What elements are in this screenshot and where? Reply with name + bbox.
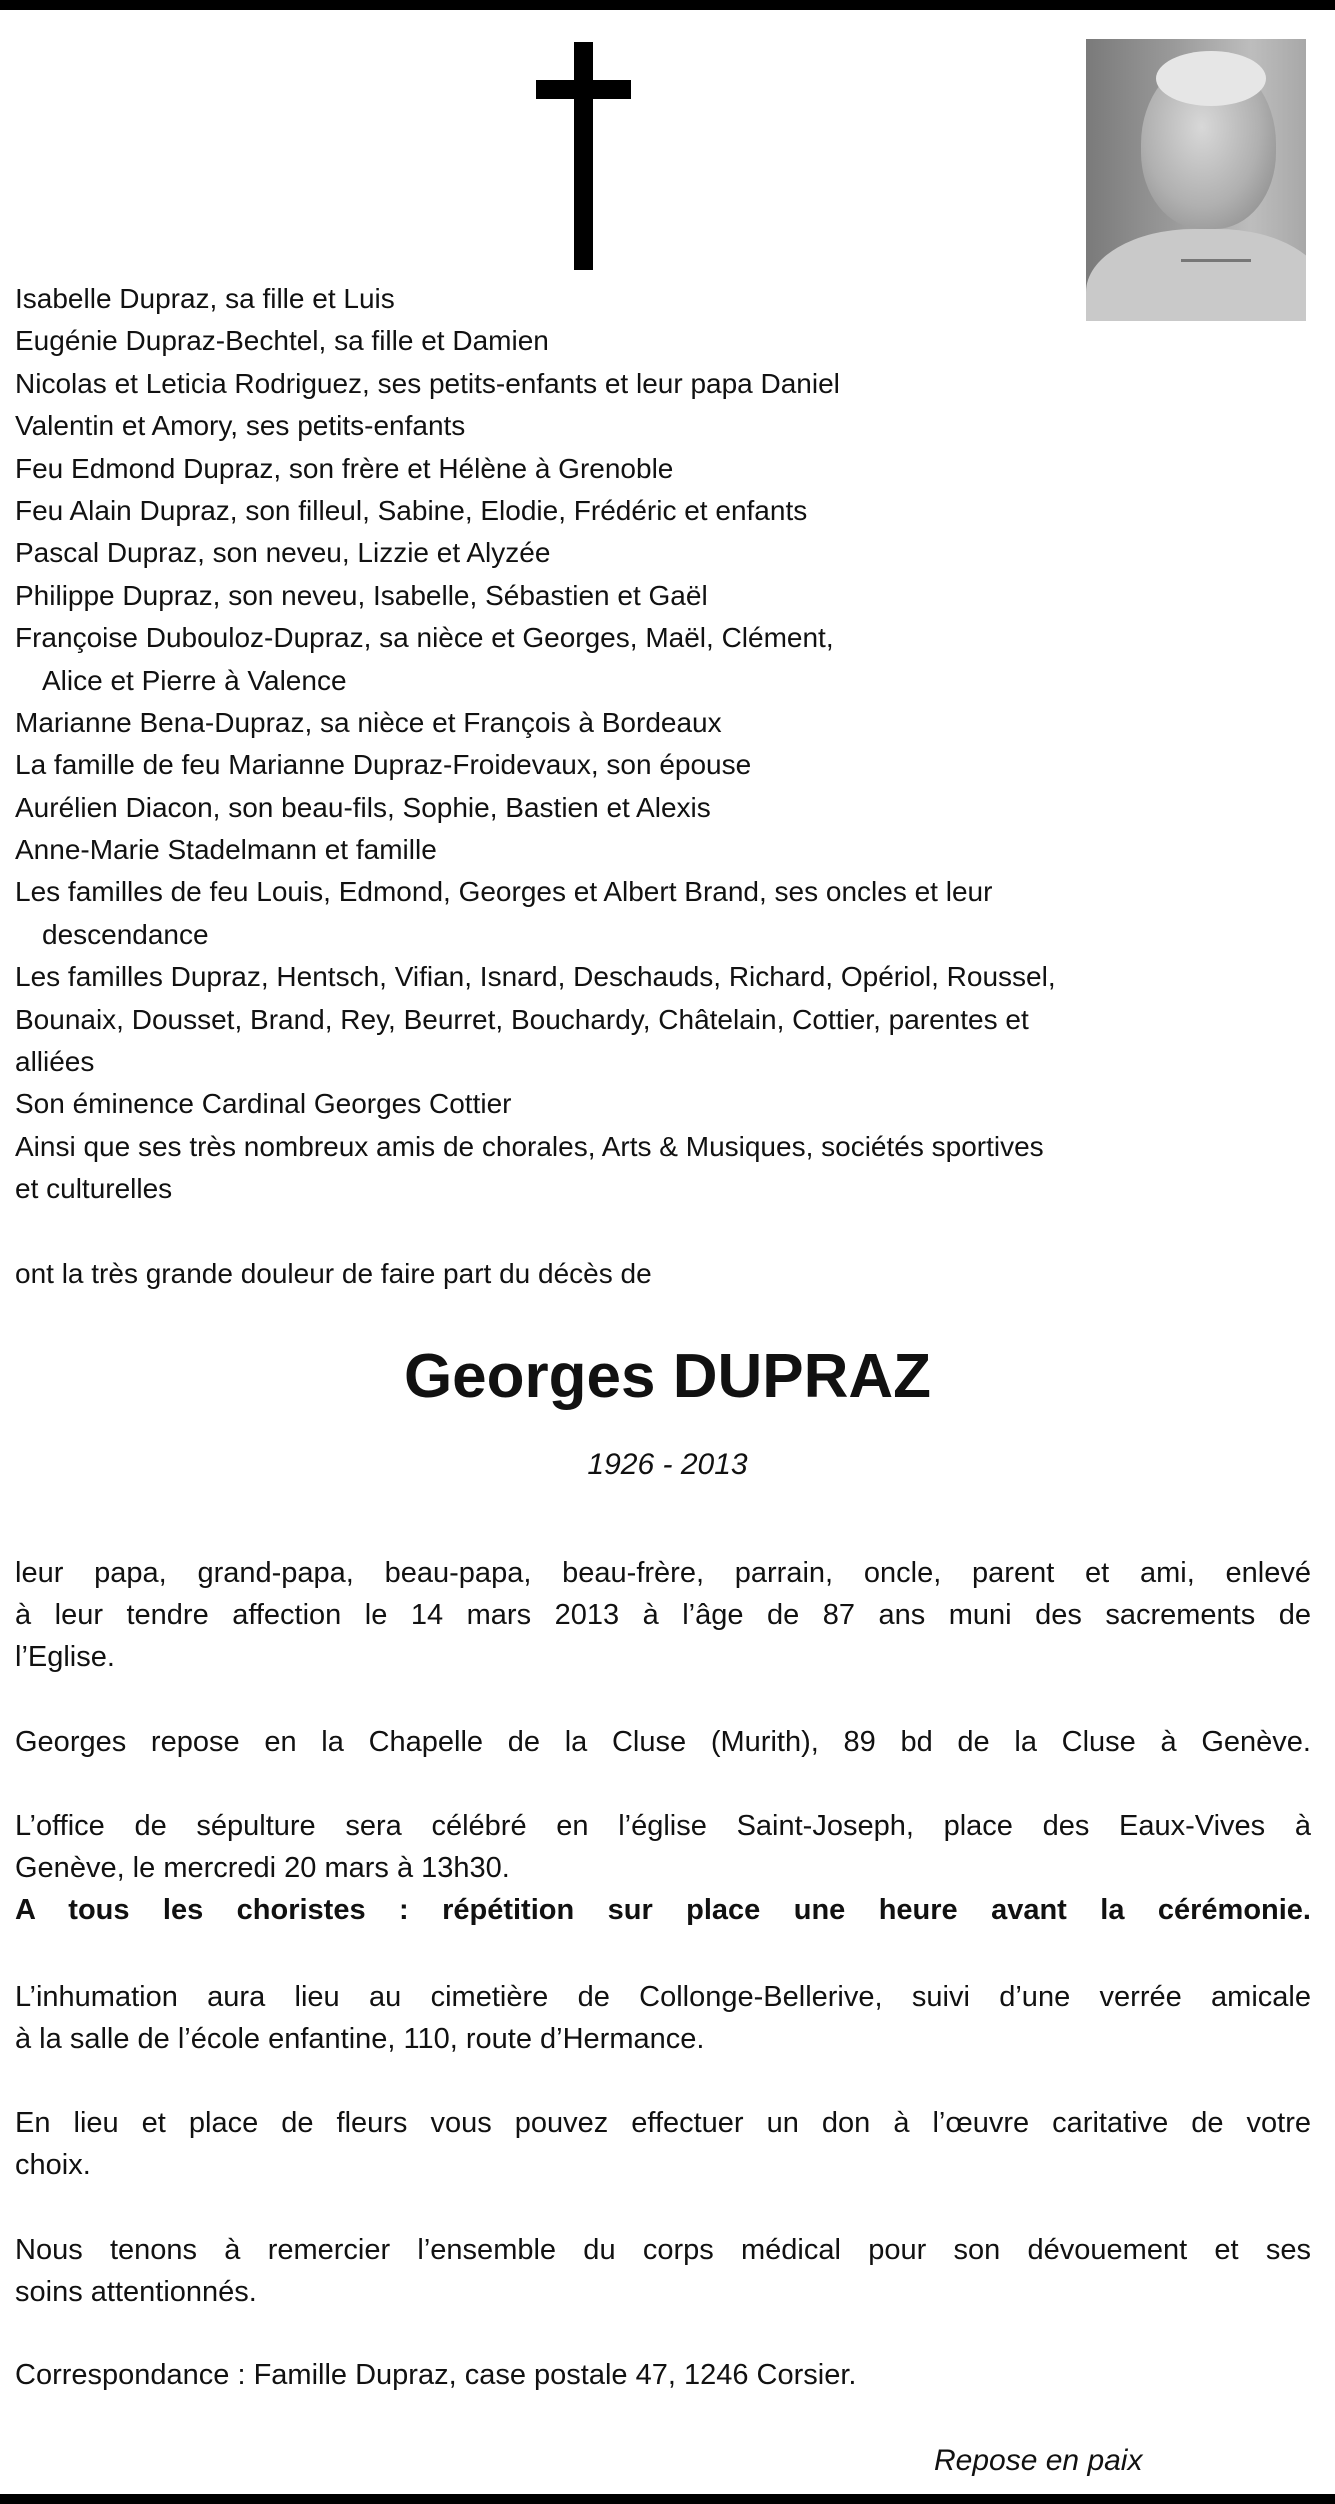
family-list-line: ont la très grande douleur de faire part du décès de — [15, 1257, 652, 1289]
family-list-line: descendance — [42, 918, 209, 950]
family-list — [15, 278, 1056, 1295]
family-list-line: alliées — [15, 1046, 95, 1078]
notice-paragraph — [15, 1805, 1311, 1931]
family-list-line: Pascal Dupraz, son neveu, Lizzie et Alyzée — [15, 537, 551, 569]
family-list-line: Aurélien Diacon, son beau-fils, Sophie, Bastien et Alexis — [15, 791, 711, 823]
family-list-line: Anne-Marie Stadelmann et famille — [15, 834, 437, 866]
paragraph-line: à la salle de l’école enfantine, 110, route d’Hermance. — [15, 2023, 705, 2055]
notice-paragraph — [15, 2354, 1311, 2396]
deceased-years: 1926 - 2013 — [587, 1448, 748, 1481]
paragraph-line: choix. — [15, 2149, 91, 2181]
photo-hair — [1156, 51, 1266, 106]
paragraph-line: L’office de sépulture sera célébré en l’église Saint-Joseph, place des Eaux-Vives à — [15, 1810, 1311, 1842]
choir-notice-line: A tous les choristes : répétition sur place une heure avant la cérémonie. — [15, 1894, 1311, 1926]
family-list-line: Valentin et Amory, ses petits-enfants — [15, 410, 466, 442]
family-list-line: Les familles Dupraz, Hentsch, Vifian, Isnard, Deschauds, Richard, Opériol, Roussel, — [15, 961, 1056, 993]
paragraph-line: Nous tenons à remercier l’ensemble du corps médical pour son dévouement et ses — [15, 2234, 1311, 2266]
notice-paragraph — [15, 2229, 1311, 2313]
paragraph-line: L’inhumation aura lieu au cimetière de Collonge-Bellerive, suivi d’une verrée amicale — [15, 1981, 1311, 2013]
notice-paragraph — [15, 1721, 1311, 1763]
notice-paragraph — [15, 1976, 1311, 2060]
photo-collar — [1181, 239, 1251, 262]
family-list-line: Nicolas et Leticia Rodriguez, ses petits-enfants et leur papa Daniel — [15, 367, 840, 399]
family-list-line: Françoise Dubouloz-Dupraz, sa nièce et Georges, Maël, Clément, — [15, 622, 834, 654]
paragraph-line: En lieu et place de fleurs vous pouvez effectuer un don à l’œuvre caritative de votre — [15, 2107, 1311, 2139]
family-list-line: Marianne Bena-Dupraz, sa nièce et François à Bordeaux — [15, 706, 722, 738]
family-list-line: Bounaix, Dousset, Brand, Rey, Beurret, Bouchardy, Châtelain, Cottier, parentes et — [15, 1003, 1029, 1035]
closing-text: Repose en paix — [934, 2444, 1143, 2477]
family-list-line: Feu Edmond Dupraz, son frère et Hélène à Grenoble — [15, 452, 674, 484]
family-list-line: Eugénie Dupraz-Bechtel, sa fille et Damien — [15, 325, 549, 357]
family-list-line: et culturelles — [15, 1173, 173, 1205]
family-list-line — [15, 1211, 1056, 1253]
notice-paragraph — [15, 1552, 1311, 1678]
notice-paragraph — [15, 2102, 1311, 2186]
cross-vertical-bar — [574, 42, 593, 270]
paragraph-line: à leur tendre affection le 14 mars 2013 à l’âge de 87 ans muni des sacrements de — [15, 1599, 1311, 1631]
paragraph-line: leur papa, grand-papa, beau-papa, beau-frère, parrain, oncle, parent et ami, enlevé — [15, 1557, 1311, 1589]
family-list-line: Isabelle Dupraz, sa fille et Luis — [15, 283, 395, 314]
bottom-border — [0, 2494, 1335, 2504]
family-list-line: Philippe Dupraz, son neveu, Isabelle, Sébastien et Gaël — [15, 579, 708, 611]
paragraph-line: Correspondance : Famille Dupraz, case postale 47, 1246 Corsier. — [15, 2359, 857, 2391]
cross-horizontal-bar — [536, 80, 631, 99]
family-list-line: Feu Alain Dupraz, son filleul, Sabine, Elodie, Frédéric et enfants — [15, 494, 808, 526]
paragraph-line: l’Eglise. — [15, 1641, 115, 1673]
family-list-line: Alice et Pierre à Valence — [42, 664, 347, 696]
portrait-photo — [1086, 39, 1306, 321]
family-list-line: Les familles de feu Louis, Edmond, Georges et Albert Brand, ses oncles et leur — [15, 876, 993, 908]
family-list-line: La famille de feu Marianne Dupraz-Froidevaux, son épouse — [15, 749, 752, 781]
paragraph-line: soins attentionnés. — [15, 2276, 257, 2308]
paragraph-line: Genève, le mercredi 20 mars à 13h30. — [15, 1852, 510, 1884]
deceased-name: Georges DUPRAZ — [403, 1342, 932, 1411]
paragraph-line: Georges repose en la Chapelle de la Cluse (Murith), 89 bd de la Cluse à Genève. — [15, 1726, 1311, 1758]
family-list-line: Ainsi que ses très nombreux amis de chorales, Arts & Musiques, sociétés sportives — [15, 1130, 1044, 1162]
family-list-line: Son éminence Cardinal Georges Cottier — [15, 1088, 512, 1120]
top-border — [0, 0, 1335, 10]
